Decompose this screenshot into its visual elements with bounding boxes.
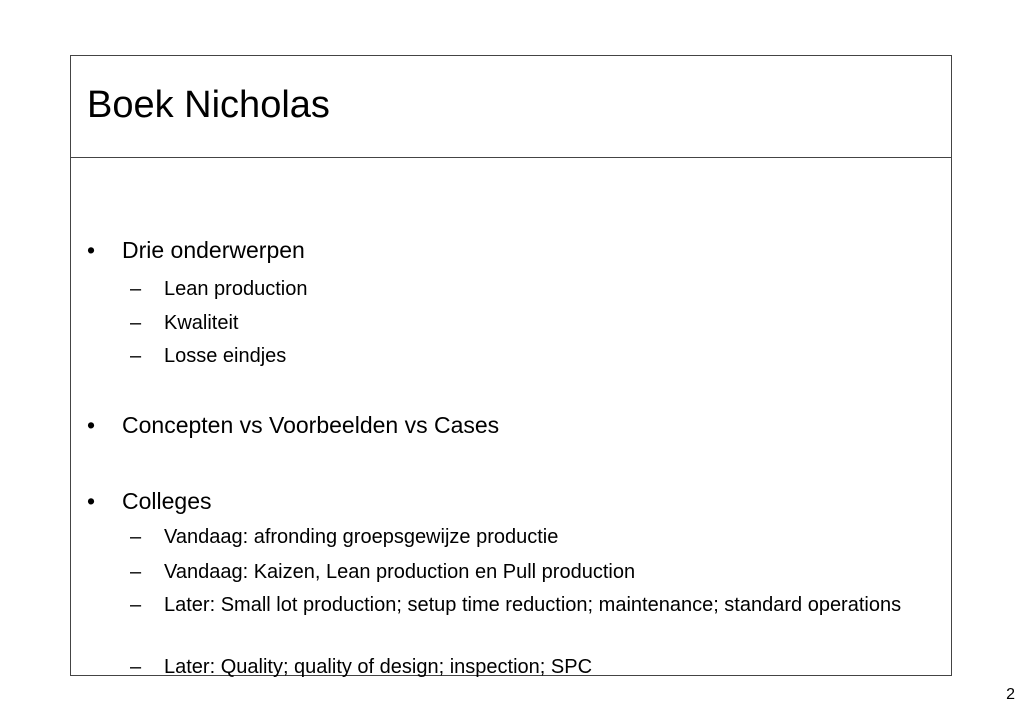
sub-bullet-marker: – <box>130 345 142 367</box>
title-bar <box>71 56 951 158</box>
bullet-marker: • <box>87 412 96 438</box>
bullet-marker: • <box>87 488 96 514</box>
sub-bullet-text: Kwaliteit <box>164 312 239 334</box>
sub-bullet-marker: – <box>130 526 142 548</box>
sub-bullet-text: Losse eindjes <box>164 345 287 367</box>
sub-bullet-marker: – <box>130 656 142 678</box>
slide-frame <box>70 55 952 676</box>
slide-title: Boek Nicholas <box>87 84 330 126</box>
bullet-text: Concepten vs Voorbeelden vs Cases <box>122 412 500 438</box>
sub-bullet-marker: – <box>130 312 142 334</box>
sub-bullet-marker: – <box>130 278 142 300</box>
sub-bullet-text: Vandaag: afronding groepsgewijze productie <box>164 526 559 548</box>
sub-bullet-marker: – <box>130 594 142 616</box>
bullet-text: Drie onderwerpen <box>122 237 305 263</box>
bullet-marker: • <box>87 237 96 263</box>
sub-bullet-text: Vandaag: Kaizen, Lean production en Pull production <box>164 561 636 583</box>
sub-bullet-text: Later: Quality; quality of design; inspection; SPC <box>164 656 593 678</box>
sub-bullet-text: Later: Small lot production; setup time reduction; maintenance; standard operations <box>164 594 902 616</box>
sub-bullet-text: Lean production <box>164 278 308 300</box>
sub-bullet-marker: – <box>130 561 142 583</box>
page-number: 2 <box>1006 686 1015 703</box>
bullet-text: Colleges <box>122 488 212 514</box>
